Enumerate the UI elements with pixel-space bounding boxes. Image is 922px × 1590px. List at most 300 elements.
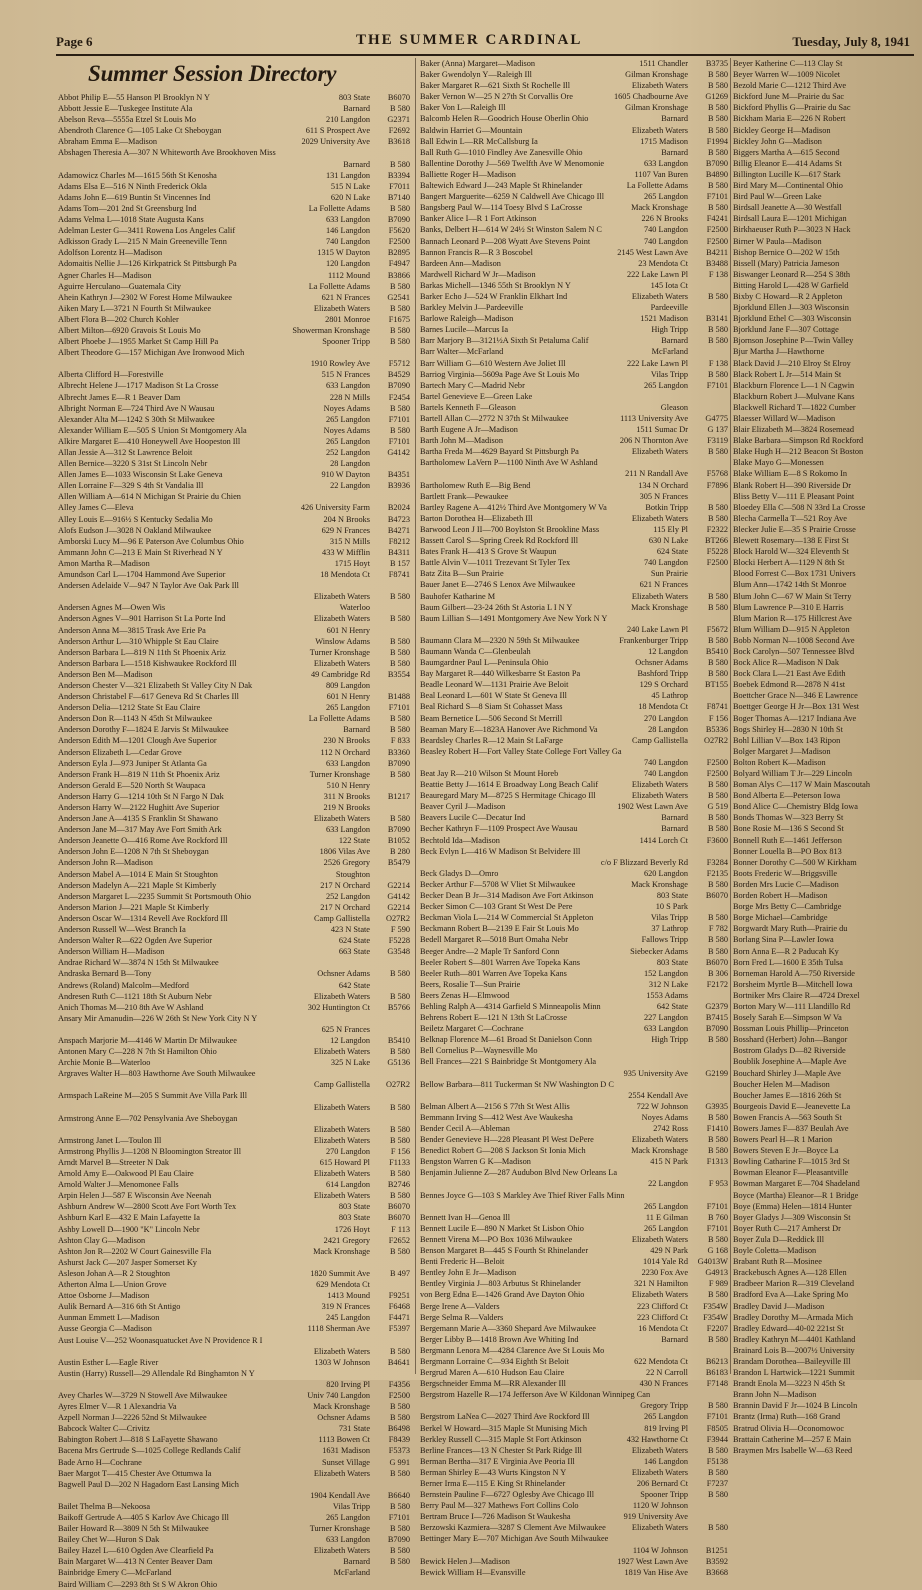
directory-entry bbox=[58, 891, 410, 902]
entry-name-home: Allan Jessie A—312 St Lawrence Beloit bbox=[58, 448, 193, 457]
entry-phone: B 580 bbox=[389, 592, 410, 602]
entry-phone: F7101 bbox=[706, 380, 728, 390]
entry-name-home: Baum Gilbert—23-24 26th St Astoria L I N Y bbox=[420, 602, 573, 612]
directory-entry bbox=[420, 446, 728, 457]
entry-phone: B 580 bbox=[389, 1102, 410, 1112]
entry-name-home: Anderson John R—Madison bbox=[58, 858, 153, 868]
directory-entry bbox=[58, 758, 410, 769]
directory-entry bbox=[733, 1301, 919, 1312]
entry-name-home: Anderson Anna M—3815 Trask Ave Erie Pa bbox=[58, 625, 206, 635]
entry-name-home: Albright Norman E—724 Third Ave N Wausau bbox=[58, 403, 215, 413]
directory-entry bbox=[58, 1490, 410, 1501]
entry-address bbox=[915, 1278, 919, 1289]
entry-address: 2742 Ross bbox=[653, 1124, 688, 1133]
entry-address bbox=[915, 779, 919, 790]
directory-entry bbox=[420, 1289, 728, 1300]
entry-phone: F 156 bbox=[708, 713, 728, 723]
entry-name-home: Bouchard Shirley J—Maple Ave bbox=[733, 1068, 841, 1078]
entry-address: 1521 Madison bbox=[640, 314, 688, 324]
entry-name-home: Belknap Florence M—61 Broad St Danielson Conn bbox=[420, 1035, 592, 1045]
entry-phone: B 497 bbox=[389, 1268, 410, 1278]
entry-name-home: Bailet Thelma B—Nekoosa bbox=[58, 1501, 151, 1511]
entry-phone: B 580 bbox=[707, 1112, 728, 1122]
directory-entry bbox=[420, 513, 728, 524]
directory-entry bbox=[420, 113, 728, 124]
entry-phone: B 580 bbox=[707, 635, 728, 645]
entry-address: Gleason bbox=[660, 402, 688, 412]
directory-entry bbox=[420, 579, 728, 590]
directory-entry bbox=[733, 990, 919, 1001]
entry-name-home: Bourgeois David E—Jeanevette La bbox=[733, 1101, 851, 1111]
directory-entry bbox=[420, 1301, 728, 1312]
entry-name-home: Brainard Lois B—2007½ University bbox=[733, 1345, 855, 1355]
entry-name-home: Anderson Harry W—2122 Hughitt Ave Superior bbox=[58, 803, 220, 812]
entry-name-home: Bartell Allan C—2772 N 37th St Milwaukee bbox=[420, 414, 569, 423]
entry-phone: B 580 bbox=[707, 1146, 728, 1156]
entry-address bbox=[915, 690, 919, 701]
entry-address bbox=[915, 1068, 919, 1079]
entry-address bbox=[915, 1289, 919, 1300]
entry-name-home: Behling Ralph A—4314 Garfield S Minneapolis Minn bbox=[420, 1001, 601, 1011]
directory-entry bbox=[420, 335, 728, 346]
entry-address: Elizabeth Waters bbox=[631, 447, 688, 457]
entry-name-home: Armstrong Anne E—702 Pensylvania Ave Sheboygan bbox=[58, 1113, 238, 1123]
entry-name-home: Blake William E—8 S Rokomo In bbox=[733, 469, 848, 479]
entry-name-home bbox=[58, 159, 339, 170]
entry-address bbox=[915, 568, 919, 579]
directory-entry bbox=[733, 823, 919, 834]
entry-address: 2029 University Ave bbox=[301, 137, 370, 147]
directory-entry bbox=[58, 1146, 410, 1157]
directory-entry bbox=[58, 724, 410, 735]
directory-entry bbox=[733, 502, 919, 513]
entry-address: 633 Langdon bbox=[325, 1535, 370, 1545]
entry-phone: G4142 bbox=[387, 448, 410, 457]
entry-address bbox=[915, 202, 919, 213]
entry-name-home: Barkas Michell—1346 55th St Brooklyn N Y bbox=[420, 280, 571, 290]
entry-phone bbox=[370, 1090, 410, 1101]
entry-address bbox=[915, 946, 919, 957]
directory-entry bbox=[420, 1134, 728, 1145]
entry-address: 740 Langdon bbox=[325, 237, 370, 247]
entry-phone: F2135 bbox=[706, 868, 728, 878]
directory-entry bbox=[58, 1113, 410, 1124]
entry-name-home: Beattie Betty J—1614 E Broadway Long Beach Calif bbox=[420, 780, 599, 790]
entry-address: Gregory Tripp bbox=[640, 1401, 688, 1411]
directory-entry bbox=[733, 1411, 919, 1422]
directory-entry bbox=[733, 657, 919, 668]
entry-name-home: Bradley Kathryn M—4401 Kathland bbox=[733, 1334, 856, 1344]
entry-name-home: Anderson Chester V—321 Elizabeth St Valley City N Dak bbox=[58, 680, 253, 690]
entry-phone: F4471 bbox=[388, 1313, 410, 1323]
directory-entry bbox=[420, 1090, 728, 1101]
entry-address: Gilman Kronshage bbox=[625, 103, 688, 113]
entry-phone: B6070 bbox=[387, 1213, 410, 1223]
entry-address bbox=[915, 757, 919, 768]
entry-name-home: Bellow Barbara—811 Tuckerman St NW Washington D C bbox=[420, 1079, 614, 1089]
entry-name-home: Birdsall Laura E—1201 Michigan bbox=[733, 214, 847, 224]
entry-name-home: Bailey Chet W—Huron S Dak bbox=[58, 1535, 160, 1545]
directory-entry bbox=[420, 358, 728, 369]
entry-address bbox=[915, 236, 919, 247]
entry-phone: B 580 bbox=[707, 447, 728, 457]
directory-entry bbox=[420, 901, 728, 912]
entry-name-home: Bitting Harold L—428 W Garfield bbox=[733, 280, 849, 290]
directory-entry bbox=[420, 1156, 728, 1167]
entry-phone: B 580 bbox=[707, 103, 728, 113]
entry-address: 1113 Bowen Ct bbox=[318, 1435, 370, 1445]
directory-entry bbox=[733, 768, 919, 779]
directory-entry bbox=[420, 624, 728, 635]
directory-entry bbox=[58, 1212, 410, 1223]
entry-name-home: Bradley Dorothy M—Armada Mich bbox=[733, 1312, 854, 1322]
directory-entry bbox=[733, 857, 919, 868]
directory-entry bbox=[58, 1235, 410, 1246]
entry-name-home: Abelson Reva—5555a Etzel St Louis Mo bbox=[58, 115, 197, 125]
entry-address bbox=[915, 1356, 919, 1367]
directory-entry bbox=[58, 225, 410, 236]
entry-name-home: Blewett Rosemary—138 E First St bbox=[733, 536, 849, 546]
entry-name-home: Berger Libby B—1418 Brown Ave Whiting Ind bbox=[420, 1334, 579, 1344]
entry-address bbox=[915, 1334, 919, 1345]
entry-address: 663 State bbox=[338, 947, 370, 957]
entry-name-home: Anderson Jane M—317 May Ave Fort Smith Ark bbox=[58, 825, 222, 835]
entry-name-home: Ayres Elmer V—R 1 Alexandria Va bbox=[58, 1402, 177, 1412]
directory-entry bbox=[733, 923, 919, 934]
directory-entry bbox=[58, 1412, 410, 1423]
entry-name-home: Black Robert L Jr—514 Main St bbox=[733, 369, 842, 379]
directory-entry bbox=[58, 813, 410, 824]
entry-address: 630 N Lake bbox=[648, 536, 688, 546]
directory-entry bbox=[420, 1101, 728, 1112]
entry-name-home bbox=[58, 1079, 310, 1090]
entry-name-home: Birner W Paula—Madison bbox=[733, 236, 822, 246]
entry-name-home: Berry Paul M—327 Mathews Fort Collins Colo bbox=[420, 1501, 579, 1511]
directory-entry bbox=[420, 657, 728, 668]
entry-phone: B 580 bbox=[707, 181, 728, 191]
entry-phone: F2500 bbox=[706, 236, 728, 246]
entry-name-home: Beyer Katherine C—113 Clay St bbox=[733, 59, 843, 68]
directory-entry bbox=[733, 1356, 919, 1367]
entry-name-home: Bradley Edward—40-02 221st St bbox=[733, 1323, 844, 1333]
entry-name-home: Beam Bernetice L—506 Second St Merrill bbox=[420, 713, 563, 723]
directory-entry bbox=[58, 1523, 410, 1534]
entry-address: 601 N Henry bbox=[326, 692, 370, 702]
entry-name-home: Adams John E—619 Buntin St Vincennes Ind bbox=[58, 192, 211, 202]
directory-entry bbox=[58, 414, 410, 425]
entry-phone: G 137 bbox=[707, 425, 728, 435]
entry-phone: B 580 bbox=[707, 658, 728, 668]
directory-entry bbox=[733, 1434, 919, 1445]
entry-address: Elizabeth Waters bbox=[313, 1047, 370, 1057]
entry-phone: G3935 bbox=[705, 1101, 728, 1111]
directory-entry bbox=[58, 1157, 410, 1168]
entry-address bbox=[915, 679, 919, 690]
entry-name-home: Anderson Arthur L—310 Whipple St Eau Claire bbox=[58, 636, 219, 646]
entry-name-home: Boman Alys C—117 W Main Mascoutah bbox=[733, 780, 870, 790]
entry-address: Barnard bbox=[661, 114, 688, 124]
entry-phone: B 580 bbox=[707, 879, 728, 889]
directory-entry bbox=[733, 1079, 919, 1090]
entry-name-home: Anderson Russell W—West Branch Ia bbox=[58, 925, 186, 935]
entry-name-home: Albrecht Helene J—1717 Madison St La Crosse bbox=[58, 381, 219, 391]
entry-name-home: Bond Alberta E—Peterson Iowa bbox=[733, 791, 841, 801]
directory-entry bbox=[58, 691, 410, 702]
directory-entry bbox=[420, 968, 728, 979]
directory-entry bbox=[58, 1279, 410, 1290]
entry-phone: B7140 bbox=[387, 192, 410, 202]
entry-name-home: Ansary Mir Amanudin—226 W 26th St New York City N Y bbox=[58, 1013, 258, 1023]
entry-phone: B 580 bbox=[707, 1401, 728, 1411]
directory-entry bbox=[58, 1268, 410, 1279]
directory-entry bbox=[733, 1312, 919, 1323]
entry-name-home: Boucher Helen M—Madison bbox=[733, 1079, 830, 1089]
directory-entry bbox=[58, 613, 410, 624]
directory-entry bbox=[420, 1356, 728, 1367]
directory-entry bbox=[733, 701, 919, 712]
entry-name-home: Barlowe Raleigh—Madison bbox=[420, 314, 514, 324]
entry-name-home: Bennett Ivan H—Genoa Ill bbox=[420, 1212, 511, 1222]
entry-address bbox=[915, 435, 919, 446]
entry-phone: B 580 bbox=[389, 1468, 410, 1478]
entry-name-home: Albert Phoebe J—1955 Market St Camp Hill Pa bbox=[58, 337, 219, 347]
entry-name-home: Blake Hugh H—212 Beacon St Boston bbox=[733, 447, 864, 457]
entry-phone: O27R2 bbox=[704, 735, 728, 745]
directory-entry bbox=[58, 347, 410, 358]
directory-entry bbox=[420, 402, 728, 413]
entry-address bbox=[915, 91, 919, 102]
directory-entry bbox=[58, 1401, 410, 1412]
directory-entry bbox=[420, 690, 728, 701]
entry-address: 1605 Chadbourne Ave bbox=[613, 92, 688, 102]
entry-phone: G2371 bbox=[387, 115, 410, 125]
entry-address bbox=[915, 1212, 919, 1223]
directory-entry bbox=[733, 868, 919, 879]
directory-entry bbox=[733, 380, 919, 391]
directory-entry bbox=[733, 91, 919, 102]
entry-phone: B 580 bbox=[389, 1246, 410, 1256]
directory-entry bbox=[733, 113, 919, 124]
entry-address bbox=[915, 1312, 919, 1323]
directory-entry bbox=[58, 1079, 410, 1090]
directory-entry bbox=[733, 236, 919, 247]
entry-address bbox=[915, 746, 919, 757]
entry-address bbox=[915, 413, 919, 424]
directory-entry bbox=[58, 292, 410, 303]
entry-name-home: Baer Margot T—415 Chester Ave Ottumwa Ia bbox=[58, 1468, 212, 1478]
directory-entry bbox=[420, 868, 728, 879]
directory-entry bbox=[420, 280, 728, 291]
directory-entry bbox=[420, 1056, 728, 1067]
directory-entry bbox=[420, 602, 728, 613]
directory-entry bbox=[420, 413, 728, 424]
entry-address: Elizabeth Waters bbox=[631, 291, 688, 301]
entry-name-home: Beardsley Charles R—12 Main St LaFarge bbox=[420, 735, 563, 745]
entry-phone: B3866 bbox=[387, 270, 410, 280]
directory-entry bbox=[420, 346, 728, 357]
entry-address: Elizabeth Waters bbox=[631, 591, 688, 601]
directory-entry bbox=[420, 591, 728, 602]
entry-name-home: Baumgardner Paul L—Peninsula Ohio bbox=[420, 658, 549, 668]
entry-phone: B5336 bbox=[705, 724, 728, 734]
entry-phone: B4890 bbox=[705, 169, 728, 179]
directory-entry bbox=[420, 1256, 728, 1267]
directory-entry bbox=[58, 1357, 410, 1368]
entry-name-home: von Berg Edna E—1426 Grand Ave Dayton Ohio bbox=[420, 1290, 585, 1300]
entry-address bbox=[915, 646, 919, 657]
entry-phone: F5768 bbox=[706, 469, 728, 479]
directory-entry bbox=[420, 1367, 728, 1378]
directory-entry bbox=[420, 91, 728, 102]
entry-address: c/o F Blizzard Beverly Rd bbox=[600, 857, 688, 867]
directory-entry bbox=[733, 1034, 919, 1045]
directory-entry bbox=[733, 835, 919, 846]
entry-name-home: Babington Robert J—818 S LaFayette Shawano bbox=[58, 1435, 218, 1445]
entry-phone: B7090 bbox=[705, 1024, 728, 1034]
directory-entry bbox=[58, 392, 410, 403]
directory-entry bbox=[58, 1434, 410, 1445]
entry-phone: B3488 bbox=[705, 258, 728, 268]
entry-name-home: Blake Barbara—Simpson Rd Rockford bbox=[733, 436, 864, 446]
entry-address: La Follette Adams bbox=[626, 181, 688, 191]
entry-name-home: Borlang Sina P—Lawler Iowa bbox=[733, 935, 834, 945]
entry-address: Barnard bbox=[661, 1334, 688, 1344]
directory-entry bbox=[733, 1334, 919, 1345]
entry-address: 16 Mendota Ct bbox=[638, 1323, 688, 1333]
entry-address: Ochsner Adams bbox=[317, 969, 370, 979]
entry-address: 1014 Yale Rd bbox=[643, 1257, 688, 1267]
entry-phone bbox=[370, 1479, 410, 1490]
entry-name-home: Bonner Louella B—PO Box 813 bbox=[733, 846, 842, 856]
directory-entry bbox=[733, 1045, 919, 1056]
directory-entry bbox=[420, 1400, 728, 1411]
entry-name-home: Armstrong Janet L—Toulon Ill bbox=[58, 1135, 162, 1145]
entry-address bbox=[915, 1267, 919, 1278]
directory-entry bbox=[58, 902, 410, 913]
directory-entry bbox=[420, 324, 728, 335]
directory-entry bbox=[58, 791, 410, 802]
directory-entry bbox=[58, 1423, 410, 1434]
entry-address: 740 Langdon bbox=[643, 225, 688, 235]
entry-name-home: Bird Mary M—Continental Ohio bbox=[733, 181, 843, 191]
directory-entry bbox=[420, 668, 728, 679]
entry-phone bbox=[688, 1190, 728, 1201]
directory-entry bbox=[420, 491, 728, 502]
entry-name-home: Allen William A—614 N Michigan St Prairie du Chien bbox=[58, 492, 241, 502]
entry-name-home bbox=[420, 1068, 620, 1079]
entry-name-home: Blood Forrest C—Box 1731 Univers bbox=[733, 569, 856, 579]
entry-address bbox=[915, 635, 919, 646]
entry-address: 265 Langdon bbox=[325, 436, 370, 446]
directory-entry bbox=[733, 358, 919, 369]
masthead: THE SUMMER CARDINAL bbox=[356, 32, 583, 48]
directory-entry bbox=[733, 335, 919, 346]
entry-address: Bashford Tripp bbox=[637, 669, 688, 679]
entry-address bbox=[915, 890, 919, 901]
entry-name-home bbox=[420, 468, 621, 479]
entry-name-home: Baltewich Edward J—243 Maple St Rhinelander bbox=[420, 181, 583, 191]
entry-address: 1927 West Lawn Ave bbox=[617, 1556, 688, 1566]
entry-address bbox=[915, 1190, 919, 1201]
directory-entry bbox=[733, 269, 919, 280]
directory-entry bbox=[58, 713, 410, 724]
entry-phone: B 580 bbox=[707, 336, 728, 346]
entry-name-home: Beadle Leonard W—1131 Prairie Ave Beloit bbox=[420, 680, 569, 690]
entry-name-home: Andraska Bernard B—Tony bbox=[58, 969, 152, 979]
directory-entry bbox=[420, 1456, 728, 1467]
entry-name-home: Austin Esther L—Eagle River bbox=[58, 1357, 159, 1367]
directory-entry bbox=[420, 757, 728, 768]
directory-entry bbox=[733, 790, 919, 801]
entry-address bbox=[915, 480, 919, 491]
entry-address: 629 N Frances bbox=[321, 525, 370, 535]
directory-title: Summer Session Directory bbox=[88, 61, 337, 86]
entry-address: 1112 Mound bbox=[327, 270, 370, 280]
entry-address bbox=[915, 624, 919, 635]
entry-address: 12 Langdon bbox=[330, 1035, 370, 1045]
entry-name-home: Berline Frances—13 N Chester St Park Ridge Ill bbox=[420, 1445, 582, 1455]
entry-address: Pardeeville bbox=[650, 303, 688, 313]
directory-entry bbox=[420, 1167, 728, 1178]
entry-name-home: Anderson Madelyn A—221 Maple St Kimberly bbox=[58, 880, 217, 890]
entry-name-home: Anderson Harry G—1214 10th St N Fargo N Dak bbox=[58, 791, 224, 801]
directory-entry bbox=[733, 557, 919, 568]
entry-phone: G 991 bbox=[389, 1457, 410, 1467]
entry-phone bbox=[688, 391, 728, 402]
directory-entry bbox=[733, 1134, 919, 1145]
entry-name-home: Bohl Lillian V—Box 143 Ripon bbox=[733, 735, 841, 745]
entry-address bbox=[915, 613, 919, 624]
entry-phone: G2541 bbox=[387, 292, 410, 302]
entry-name-home: Bock Carolyn—507 Tennessee Blvd bbox=[733, 646, 855, 656]
directory-entry bbox=[420, 435, 728, 446]
entry-phone: B1251 bbox=[705, 1545, 728, 1555]
entry-address bbox=[915, 180, 919, 191]
entry-phone bbox=[688, 568, 728, 579]
entry-phone: B6070 bbox=[705, 891, 728, 901]
entry-name-home: Andrews (Roland) Malcolm—Medford bbox=[58, 980, 189, 990]
directory-entry bbox=[58, 780, 410, 791]
directory-entry bbox=[733, 125, 919, 136]
directory-entry bbox=[733, 147, 919, 158]
entry-name-home: Anderson Margaret L—2235 Summit St Portsmouth Ohio bbox=[58, 891, 251, 901]
entry-name-home: Ausse Georgia C—Madison bbox=[58, 1324, 152, 1334]
entry-address bbox=[915, 302, 919, 313]
entry-phone: B1488 bbox=[387, 692, 410, 702]
entry-phone: B6213 bbox=[705, 1356, 728, 1366]
entry-name-home: Bowers Pearl H—R 1 Marion bbox=[733, 1135, 833, 1145]
entry-address: Ochsner Adams bbox=[635, 658, 688, 668]
entry-address: 432 Hawthorne Ct bbox=[626, 1434, 688, 1444]
entry-name-home: Adams Velma L—1018 State Augusta Kans bbox=[58, 215, 204, 225]
entry-name-home: Bezold Marie C—1212 Third Ave bbox=[733, 81, 847, 91]
directory-entry bbox=[420, 380, 728, 391]
entry-name-home: Blum Ann—1742 14th St Monroe bbox=[733, 580, 847, 590]
directory-entry bbox=[420, 879, 728, 890]
entry-address: La Follette Adams bbox=[308, 281, 370, 291]
entry-address: 515 N Lake bbox=[330, 181, 370, 191]
entry-address bbox=[915, 1056, 919, 1067]
column-rule bbox=[730, 58, 731, 1374]
entry-name-home: Ball Edwin L—RR McCallsburg Ia bbox=[420, 136, 538, 146]
entry-phone: F5620 bbox=[388, 226, 410, 236]
entry-name-home: Bengston Warren G K—Madison bbox=[420, 1157, 531, 1167]
entry-address: Barnard bbox=[661, 813, 688, 823]
entry-phone: B 580 bbox=[389, 991, 410, 1001]
directory-entry bbox=[420, 1556, 728, 1567]
directory-entry bbox=[58, 1567, 410, 1578]
entry-phone: B3618 bbox=[387, 137, 410, 147]
